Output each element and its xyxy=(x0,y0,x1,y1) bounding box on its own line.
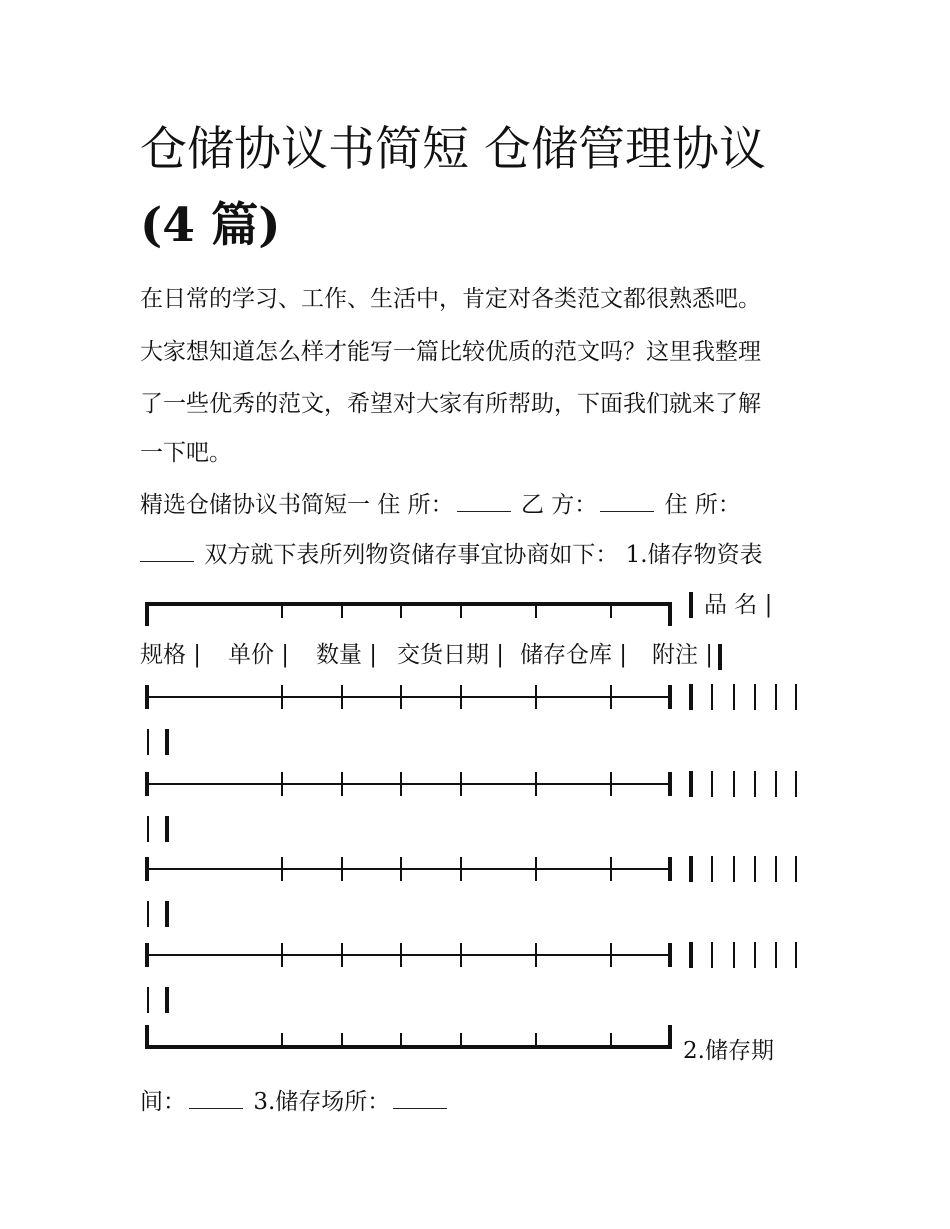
table-pipe xyxy=(775,856,777,882)
table-pipe xyxy=(795,684,797,710)
table-pipe xyxy=(711,771,713,797)
table-tick xyxy=(400,604,402,618)
table-pipe xyxy=(147,987,149,1013)
section-line-2 xyxy=(140,540,763,570)
table-tick xyxy=(281,604,283,618)
table-tick xyxy=(535,772,537,796)
table-pipe xyxy=(754,684,756,710)
negotiation-text: 双方就下表所列物资储存事宜协商如下： xyxy=(204,542,619,568)
table-tick xyxy=(400,857,402,881)
table-corner xyxy=(145,602,149,626)
table-tick xyxy=(281,857,283,881)
table-pipe xyxy=(733,771,735,797)
table-rule xyxy=(147,602,670,606)
table-tick xyxy=(281,1033,283,1047)
table-tick xyxy=(535,604,537,618)
table-pipe xyxy=(775,942,777,968)
table-pipe xyxy=(795,771,797,797)
table-tick xyxy=(610,604,612,618)
table-rule xyxy=(147,954,670,956)
table-rule xyxy=(147,696,670,698)
table-tick xyxy=(341,943,343,967)
table-tick xyxy=(341,772,343,796)
intro-line-2: 大家想知道怎么样才能写一篇比较优质的范文吗？这里我整理 xyxy=(140,339,761,365)
header-remarks: 附注 | xyxy=(652,642,714,668)
table-pipe xyxy=(689,684,693,710)
table-pipe xyxy=(775,684,777,710)
table-tick xyxy=(460,685,462,709)
blank-field[interactable] xyxy=(140,560,194,562)
table-tick xyxy=(400,943,402,967)
table-tick xyxy=(400,772,402,796)
table-rule xyxy=(147,868,670,870)
table-corner xyxy=(668,772,672,796)
table-pipe xyxy=(711,856,713,882)
table-pipe xyxy=(733,942,735,968)
table-tick xyxy=(535,1033,537,1047)
addr-label-2: 住 所： xyxy=(664,492,741,518)
document-title xyxy=(140,112,840,264)
table-pipe xyxy=(689,942,693,968)
table-tick xyxy=(535,857,537,881)
table-tick xyxy=(341,857,343,881)
header-warehouse: 储存仓库 | xyxy=(520,642,628,668)
table-pipe xyxy=(733,684,735,710)
item-2-label: 2.储存期 xyxy=(683,1038,774,1064)
title-line-2: (4 篇) xyxy=(140,198,281,253)
table-pipe xyxy=(754,771,756,797)
party-b-label: 乙 方： xyxy=(520,492,598,518)
table-corner xyxy=(668,685,672,709)
table-pipe xyxy=(165,816,169,842)
table-pipe xyxy=(165,729,169,755)
table-tick xyxy=(281,772,283,796)
table-pipe xyxy=(718,644,722,670)
table-pipe xyxy=(165,987,169,1013)
table-tick xyxy=(341,604,343,618)
table-pipe xyxy=(733,856,735,882)
table-pipe xyxy=(795,942,797,968)
item-2-suffix: 间： xyxy=(140,1089,186,1115)
header-delivery-date: 交货日期 | xyxy=(397,642,505,668)
table-corner xyxy=(668,943,672,967)
table-tick xyxy=(460,772,462,796)
table-tick xyxy=(460,857,462,881)
header-unit-price: 单价 | xyxy=(228,642,290,668)
intro-line-3: 了一些优秀的范文，希望对大家有所帮助，下面我们就来了解 xyxy=(140,391,761,417)
table-pipe xyxy=(147,729,149,755)
table-corner xyxy=(145,685,149,709)
header-pinming: 品 名 | xyxy=(704,592,773,618)
blank-field[interactable] xyxy=(393,1107,447,1109)
table-pipe xyxy=(147,816,149,842)
table-tick xyxy=(400,685,402,709)
table-rule xyxy=(147,783,670,785)
table-rule xyxy=(147,1045,670,1049)
blank-field[interactable] xyxy=(457,510,511,512)
closing-line xyxy=(140,1087,450,1117)
table-tick xyxy=(610,772,612,796)
table-corner xyxy=(668,1025,672,1049)
table-tick xyxy=(610,685,612,709)
section-heading: 精选仓储协议书简短一 xyxy=(140,492,370,518)
table-tick xyxy=(610,1033,612,1047)
table-corner xyxy=(668,602,672,626)
table-tick xyxy=(460,1033,462,1047)
table-pipe xyxy=(689,771,693,797)
blank-field[interactable] xyxy=(189,1107,243,1109)
table-pipe xyxy=(689,592,693,618)
table-pipe xyxy=(754,942,756,968)
table-pipe xyxy=(795,856,797,882)
table-pipe xyxy=(754,856,756,882)
addr-label-1: 住 所： xyxy=(377,492,454,518)
table-tick xyxy=(341,1033,343,1047)
table-tick xyxy=(460,943,462,967)
section-line-1 xyxy=(140,490,741,520)
intro-line-1: 在日常的学习、工作、生活中，肯定对各类范文都很熟悉吧。 xyxy=(140,286,761,312)
header-spec: 规格 | xyxy=(140,642,202,668)
table-corner xyxy=(145,857,149,881)
table-tick xyxy=(281,943,283,967)
table-corner xyxy=(145,1025,149,1049)
header-quantity: 数量 | xyxy=(316,642,378,668)
table-pipe xyxy=(689,856,693,882)
table-corner xyxy=(668,857,672,881)
table-pipe xyxy=(711,684,713,710)
table-pipe xyxy=(711,942,713,968)
table-pipe xyxy=(775,771,777,797)
intro-line-4: 一下吧。 xyxy=(140,440,232,466)
table-tick xyxy=(281,685,283,709)
table-corner xyxy=(145,772,149,796)
table-tick xyxy=(400,1033,402,1047)
blank-field[interactable] xyxy=(600,510,654,512)
table-tick xyxy=(535,685,537,709)
item-1-label: 1.储存物资表 xyxy=(625,542,763,568)
item-3-label: 3.储存场所： xyxy=(253,1089,391,1115)
table-tick xyxy=(610,857,612,881)
table-tick xyxy=(535,943,537,967)
table-tick xyxy=(341,685,343,709)
table-pipe xyxy=(147,901,149,927)
title-line-1: 仓储协议书简短 仓储管理协议 xyxy=(140,122,766,177)
table-pipe xyxy=(165,901,169,927)
table-tick xyxy=(460,604,462,618)
table-corner xyxy=(145,943,149,967)
table-tick xyxy=(610,943,612,967)
